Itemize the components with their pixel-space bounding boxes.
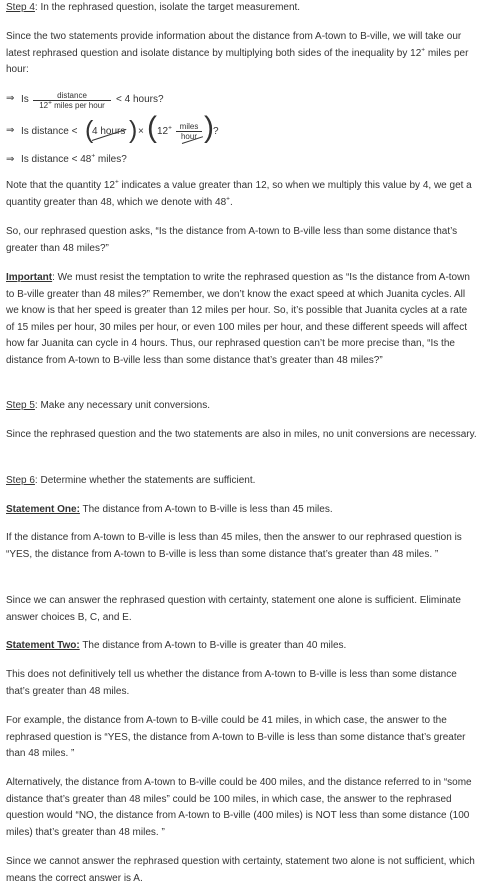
implies-arrow: ⇒ bbox=[6, 93, 15, 104]
right-paren-2: ) bbox=[204, 111, 214, 144]
statement-two-alternative: Alternatively, the distance from A-town to B-ville could be 400 miles, and the distance referred to in “some distance that’s greater than 48 miles” could be 100 miles, in which case, the answer to the rephrased question would “NO, the distance from A-town to B-ville (400 miles) is NOT less than some distance (100 miles) that’s greater than 48 miles. ” bbox=[6, 777, 472, 838]
question-mark: ? bbox=[213, 126, 219, 137]
step-6-heading: Step 6: Determine whether the statements are sufficient. bbox=[6, 475, 256, 486]
intro-text: Since the two statements provide information about the distance from A-town to B-ville, we will take our latest rephrased question and isolate distance by multiplying both sides of the inequality by 12 bbox=[6, 31, 462, 59]
intro-paragraph bbox=[6, 29, 478, 79]
statement-one-conclusion: Since we can answer the rephrased question with certainty, statement one alone is sufficient. Eliminate answer choices B, C, and E. bbox=[6, 595, 461, 623]
note-paragraph: Note that the quantity 12+ indicates a value greater than 12, so when we multiply this value by 4, we get a quantity greater than 48, which we denote with 48+. bbox=[6, 178, 472, 208]
statement-two-analysis: This does not definitively tell us whether the distance from A-town to B-ville is less than some distance that’s greater than 48 miles. bbox=[6, 669, 457, 697]
math-line-3 bbox=[6, 151, 206, 171]
math-lhs: Is distance < bbox=[21, 126, 78, 137]
statement-two-example: For example, the distance from A-town to B-ville could be 41 miles, in which case, the answer to the rephrased question is “YES, the distance from A-town to B-ville is less than some distance that’s greater than 48 miles. ” bbox=[6, 715, 466, 759]
important-text: : We must resist the temptation to write the rephrased question as “Is the distance from A-town to B-ville greater than 48 miles?” Remember, we don’t know the exact speed at which Juanita cycles. All we know is that her speed is greater than 12 miles per hour. So, it’s possible that Juanita cycles at a rate of 15 miles per hour, 30 miles per hour, or even 100 miles per hour, and these different speeds will affect how far Juanita can cycle in 4 hours. Thus, our rephrased question can’t be more precise than, “Is the distance from A-town to B-ville less than some distance that’s greater than 48 miles?” bbox=[6, 272, 470, 366]
step-4-label: Step 4 bbox=[6, 2, 35, 13]
statement-one-analysis: If the distance from A-town to B-ville is less than 45 miles, then the answer to our rephrased question is “YES, the distance from A-town to B-ville is less than some distance that’s greater than 48 miles. ” bbox=[6, 532, 462, 560]
math-line-2 bbox=[6, 111, 246, 149]
left-paren: ( bbox=[85, 116, 94, 144]
times-sign: × bbox=[138, 126, 144, 137]
step-6-label: Step 6 bbox=[6, 475, 35, 486]
important-paragraph bbox=[6, 270, 478, 369]
units-paragraph: Since the rephrased question and the two statements are also in miles, no unit conversions are necessary. bbox=[6, 429, 477, 440]
cancelled-hours: 4 hours bbox=[92, 126, 126, 137]
step-4-text: : In the rephrased question, isolate the target measurement. bbox=[34, 2, 301, 13]
right-paren: ) bbox=[129, 116, 138, 144]
intro-superscript: + bbox=[421, 46, 426, 54]
statement-one-label: Statement One: bbox=[6, 504, 80, 515]
math-is: Is bbox=[21, 94, 29, 105]
statement-two-label: Statement Two: bbox=[6, 640, 80, 651]
so-paragraph: So, our rephrased question asks, “Is the distance from A-town to B-ville less than some distance that’s greater than 48 miles?” bbox=[6, 226, 458, 254]
implies-arrow: ⇒ bbox=[6, 154, 15, 165]
step-4-heading bbox=[6, 0, 478, 17]
statement-one: Statement One: The distance from A-town to B-ville is less than 45 miles. bbox=[6, 504, 333, 515]
step-5-heading: Step 5: Make any necessary unit conversions. bbox=[6, 400, 211, 411]
intro-text-end: miles per hour: bbox=[6, 47, 469, 75]
math-result: Is distance < 48+ miles? bbox=[21, 152, 127, 165]
important-label: Important bbox=[6, 272, 53, 283]
speed-value: 12+ bbox=[157, 124, 172, 137]
fraction-numerator: distance bbox=[57, 91, 87, 100]
unit-denominator: hour bbox=[180, 132, 197, 141]
math-rhs: < 4 hours? bbox=[116, 94, 164, 105]
final-conclusion: Since we cannot answer the rephrased question with certainty, statement two alone is not sufficient, which means the correct answer is A. bbox=[6, 856, 475, 884]
statement-two: Statement Two: The distance from A-town to B-ville is greater than 40 miles. bbox=[6, 640, 347, 651]
step-5-label: Step 5 bbox=[6, 400, 35, 411]
unit-numerator: miles bbox=[179, 122, 199, 131]
implies-arrow: ⇒ bbox=[6, 125, 15, 136]
fraction-denominator: 12+ miles per hour bbox=[39, 99, 105, 110]
left-paren-2: ( bbox=[147, 111, 157, 144]
